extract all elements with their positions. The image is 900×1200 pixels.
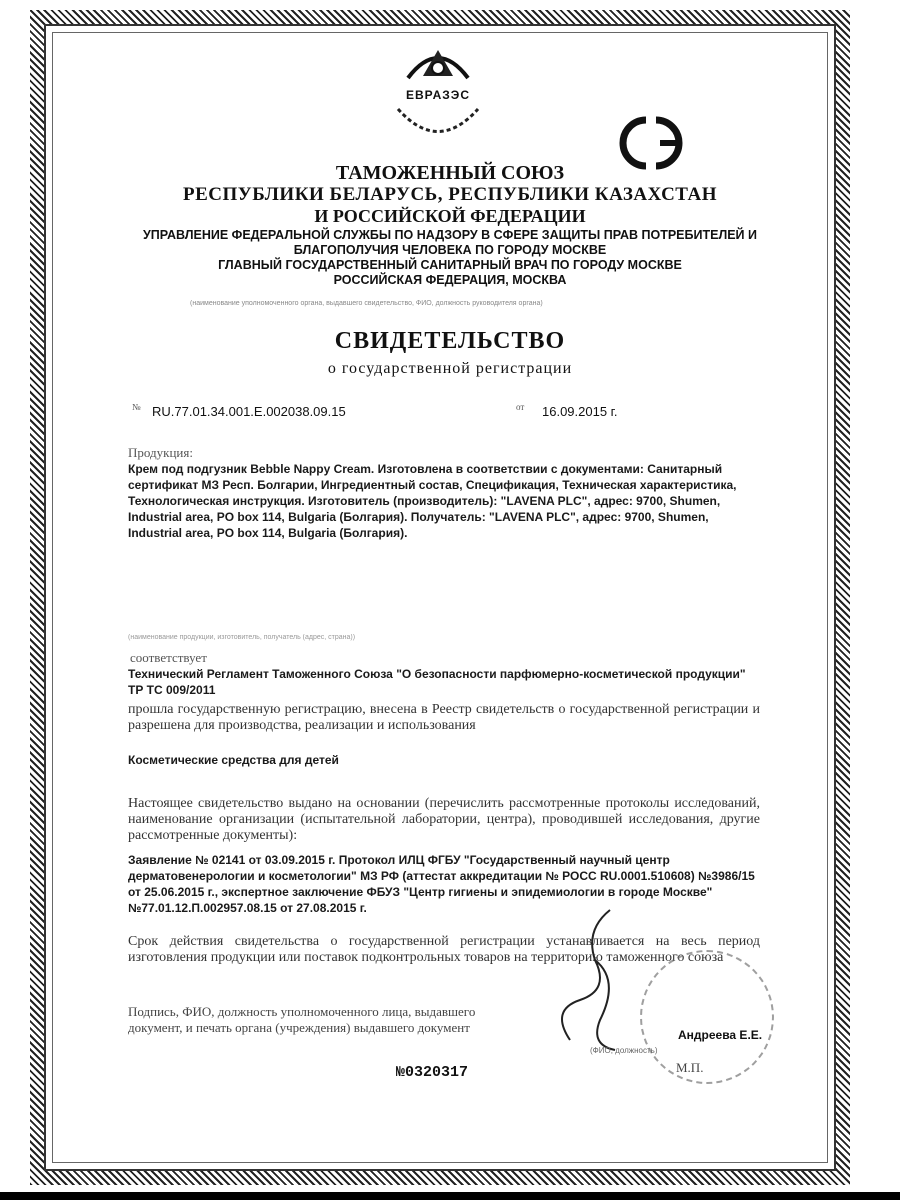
conforms-label: соответствует	[130, 650, 207, 665]
authority-caption: (наименование уполномоченного органа, выдавшего свидетельство, ФИО, должность руководителя органа)	[190, 300, 543, 307]
product-category: Косметические средства для детей	[128, 753, 339, 767]
validity-text: Срок действия свидетельства о государственной регистрации устанавливается на весь период изготовления продукции или поставок подконтрольных товаров на территорию таможенного союза	[128, 934, 760, 965]
signer-name: Андреева Е.Е.	[678, 1028, 763, 1042]
authority-line-4: РОССИЙСКАЯ ФЕДЕРАЦИЯ, МОСКВА	[333, 273, 567, 287]
number-label: №	[132, 402, 141, 412]
certificate-title: СВИДЕТЕЛЬСТВО	[334, 328, 566, 354]
handwritten-signature	[540, 900, 660, 1060]
header-line-3: И РОССИЙСКОЙ ФЕДЕРАЦИИ	[314, 206, 586, 226]
bottom-scan-edge	[0, 1192, 900, 1200]
form-serial-number: №0320317	[396, 1064, 469, 1081]
product-label: Продукция:	[128, 445, 193, 460]
authority-line-3: ГЛАВНЫЙ ГОСУДАРСТВЕННЫЙ САНИТАРНЫЙ ВРАЧ ПО ГОРОДУ МОСКВЕ	[218, 258, 682, 272]
product-caption: (наименование продукции, изготовитель, получатель (адрес, страна))	[128, 634, 356, 641]
certificate-date: 16.09.2015 г.	[542, 404, 618, 419]
signer-caption: (ФИО, должность)	[590, 1046, 658, 1055]
certificate-subtitle: о государственной регистрации	[327, 360, 573, 377]
official-stamp	[640, 950, 774, 1084]
logo-wreath-icon	[388, 104, 488, 144]
logo-text: ЕВРАЗЭС	[405, 88, 470, 102]
product-section	[128, 445, 758, 541]
authority-line-1: УПРАВЛЕНИЕ ФЕДЕРАЛЬНОЙ СЛУЖБЫ ПО НАДЗОРУ В СФЕРЕ ЗАЩИТЫ ПРАВ ПОТРЕБИТЕЛЕЙ И	[143, 228, 757, 242]
conforms-text: Технический Регламент Таможенного Союза "О безопасности парфюмерно-косметической продукции" ТР ТС 009/2011	[128, 667, 746, 697]
date-label: от	[516, 402, 525, 412]
basis-text: Заявление № 02141 от 03.09.2015 г. Протокол ИЛЦ ФГБУ "Государственный научный центр дерматовенерологии и косметологии" МЗ РФ (аттестат аккредитации № РОСС RU.0001.510608) №3986/15 от 25.06.2015 г., экспертное заключение ФБУЗ "Центр гигиены и эпидемиологии в городе Москве" №77.01.12.П.002957.08.15 от 27.08.2015 г.	[128, 853, 755, 915]
eurasec-logo	[388, 38, 488, 148]
authority-block-2	[120, 258, 780, 288]
header-line-2: РЕСПУБЛИКИ БЕЛАРУСЬ, РЕСПУБЛИКИ КАЗАХСТАН	[182, 184, 718, 205]
basis-intro: Настоящее свидетельство выдано на основании (перечислить рассмотренные протоколы исследований, наименование организации (испытательной лаборатории, центра), проводившей исследования, другие рассмотренные документы):	[128, 796, 760, 843]
seal-place-label: М.П.	[676, 1060, 704, 1075]
registration-text: прошла государственную регистрацию, внесена в Реестр свидетельств о государственной регистрации и разрешена для производства, реализации и использования	[128, 702, 760, 733]
certificate-number: RU.77.01.34.001.Е.002038.09.15	[152, 404, 346, 419]
authority-line-2: БЛАГОПОЛУЧИЯ ЧЕЛОВЕКА ПО ГОРОДУ МОСКВЕ	[293, 243, 607, 257]
header-line-1: ТАМОЖЕННЫЙ СОЮЗ	[335, 162, 565, 184]
signature-label: Подпись, ФИО, должность уполномоченного лица, выдавшего документ, и печать органа (учреждения) выдавшего документ	[128, 1004, 476, 1035]
product-text: Крем под подгузник Bebble Nappy Cream. Изготовлена в соответствии с документами: Санитарный сертификат МЗ Респ. Болгарии, Ингредиентный состав, Спецификация, Техническая характеристика, Технологическая инструкция. Изготовитель (производитель): "LAVENA PLC", адрес: 9700, Shumen, Industrial area, PO box 114, Bulgaria (Болгария). Получатель: "LAVENA PLC", адрес: 9700, Shumen, Industrial area, PO box 114, Bulgaria (Болгария).	[128, 462, 737, 540]
authority-block-1	[120, 228, 780, 258]
